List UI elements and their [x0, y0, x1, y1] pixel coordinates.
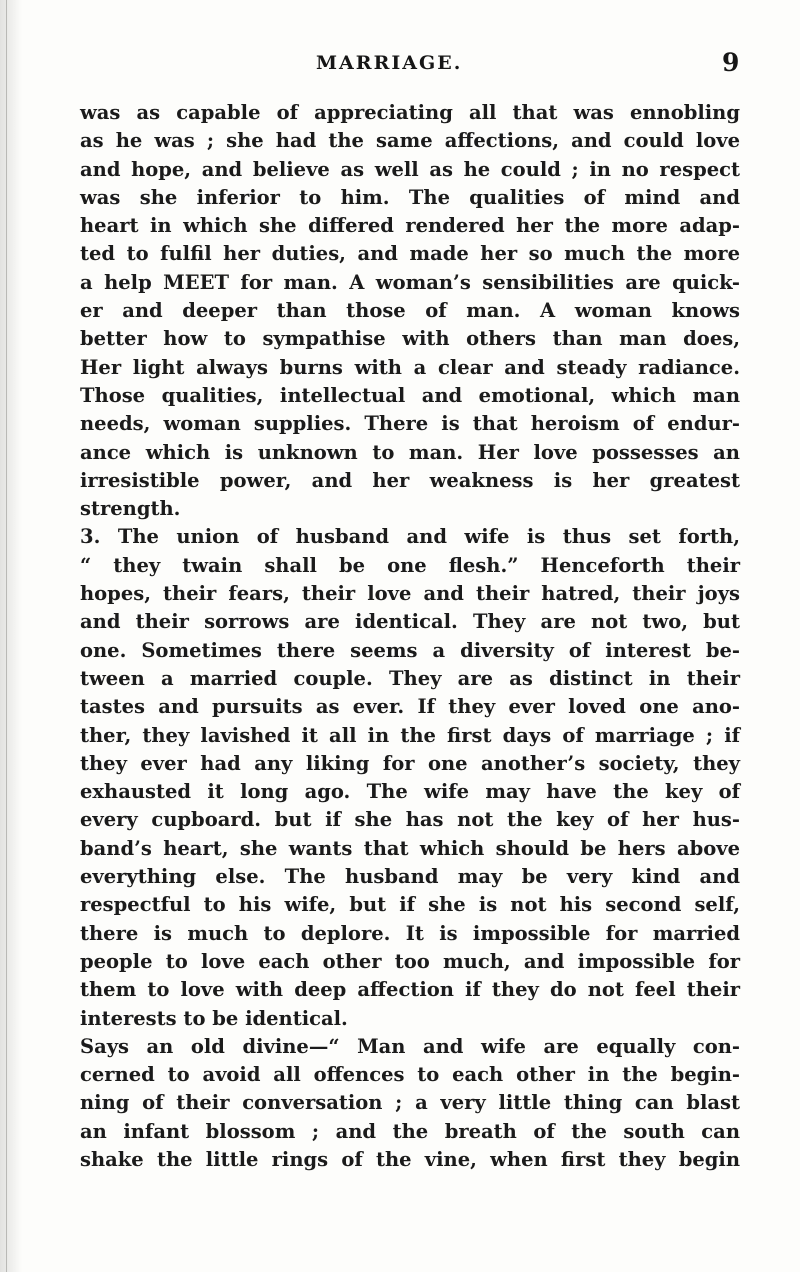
- text-line: they ever had any liking for one another’s society, they: [80, 751, 740, 775]
- text-line: ther, they lavished it all in the first days of marriage ; if: [80, 723, 740, 747]
- text-line: everything else. The husband may be very kind and: [80, 865, 740, 889]
- text-line: an infant blossom ; and the breath of the south can: [80, 1119, 740, 1143]
- text-line: Her light always burns with a clear and steady radiance.: [80, 355, 740, 379]
- text-line: tween a married couple. They are as distinct in their: [80, 666, 740, 690]
- paragraph-end-line: interests to be identical.: [80, 1006, 348, 1030]
- body-text: [80, 99, 740, 1174]
- text-line: every cupboard. but if she has not the key of her hus-: [80, 808, 740, 832]
- text-line: ance which is unknown to man. Her love possesses an: [80, 440, 740, 464]
- text-line: and their sorrows are identical. They are not two, but: [80, 610, 740, 634]
- text-line: respectful to his wife, but if she is not his second self,: [80, 893, 740, 917]
- text-line: exhausted it long ago. The wife may have the key of: [80, 780, 740, 804]
- text-line: better how to sympathise with others than man does,: [80, 327, 740, 351]
- text-line: band’s heart, she wants that which should be hers above: [80, 836, 740, 860]
- text-line: needs, woman supplies. There is that heroism of endur-: [80, 412, 740, 436]
- text-line: there is much to deplore. It is impossible for married: [80, 921, 740, 945]
- paragraph-end-line: strength.: [80, 497, 181, 521]
- text-line: Says an old divine—“ Man and wife are equally con-: [80, 1034, 740, 1058]
- text-line: shake the little rings of the vine, when first they begin: [80, 1147, 740, 1171]
- text-line: cerned to avoid all offences to each other in the begin-: [80, 1063, 740, 1087]
- text-line: and hope, and believe as well as he could ; in no respect: [80, 157, 740, 181]
- running-head-title: MARRIAGE.: [316, 52, 463, 74]
- text-line: them to love with deep affection if they do not feel their: [80, 978, 740, 1002]
- text-line: a help MEET for man. A woman’s sensibilities are quick-: [80, 270, 740, 294]
- text-line: 3. The union of husband and wife is thus set forth,: [80, 525, 740, 549]
- text-line: ted to fulfil her duties, and made her so much the more: [80, 242, 740, 266]
- running-head: [0, 48, 800, 86]
- text-line: as he was ; she had the same affections, and could love: [80, 129, 740, 153]
- text-line: “ they twain shall be one flesh.” Henceforth their: [80, 553, 740, 577]
- gutter-edge-line: [6, 0, 7, 1272]
- text-line: people to love each other too much, and impossible for: [80, 949, 740, 973]
- text-line: er and deeper than those of man. A woman knows: [80, 299, 740, 323]
- text-line: one. Sometimes there seems a diversity of interest be-: [80, 638, 740, 662]
- page-gutter: [0, 0, 22, 1272]
- text-line: ning of their conversation ; a very little thing can blast: [80, 1091, 740, 1115]
- text-line: hopes, their fears, their love and their hatred, their joys: [80, 582, 740, 606]
- text-line: tastes and pursuits as ever. If they ever loved one ano-: [80, 695, 740, 719]
- text-line: Those qualities, intellectual and emotional, which man: [80, 383, 740, 407]
- text-line: heart in which she differed rendered her the more adap-: [80, 214, 740, 238]
- page-number: 9: [722, 48, 740, 77]
- text-line: was she inferior to him. The qualities of mind and: [80, 185, 740, 209]
- text-line: irresistible power, and her weakness is her greatest: [80, 468, 740, 492]
- text-line: was as capable of appreciating all that was ennobling: [80, 101, 740, 124]
